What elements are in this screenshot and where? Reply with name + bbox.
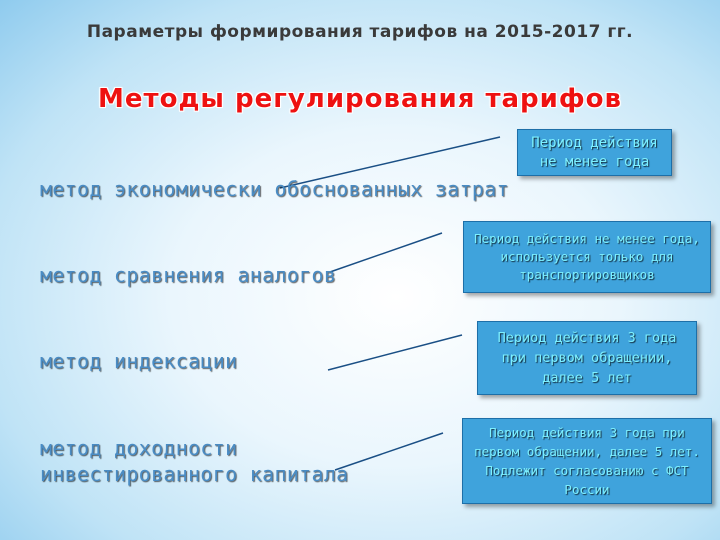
period-box-2 [463, 221, 711, 293]
period-text-3: Период действия 3 года при первом обращении, далее 5 лет [497, 330, 677, 386]
period-text-4: Период действия 3 года при первом обращении, далее 5 лет. Подлежит согласованию с ФСТ России [474, 425, 700, 497]
period-text-1: Период действия не менее года [531, 134, 658, 170]
connector-line-3 [328, 335, 462, 370]
period-box-4 [462, 418, 712, 504]
period-text-2: Период действия не менее года, используется только для транспортировщиков [474, 231, 700, 282]
connector-line-2 [330, 233, 442, 272]
slide-subtitle: Методы регулирования тарифов [98, 84, 622, 114]
method-label-3: метод индексации [40, 349, 238, 373]
method-label-2: метод сравнения аналогов [40, 263, 337, 287]
method-label-1: метод экономически обоснованных затрат [40, 177, 509, 201]
period-box-1 [517, 129, 672, 176]
period-box-3 [477, 321, 697, 395]
slide-title: Параметры формирования тарифов на 2015-2017 гг. [86, 22, 634, 42]
method-label-4: метод доходности инвестированного капитала [40, 436, 349, 486]
